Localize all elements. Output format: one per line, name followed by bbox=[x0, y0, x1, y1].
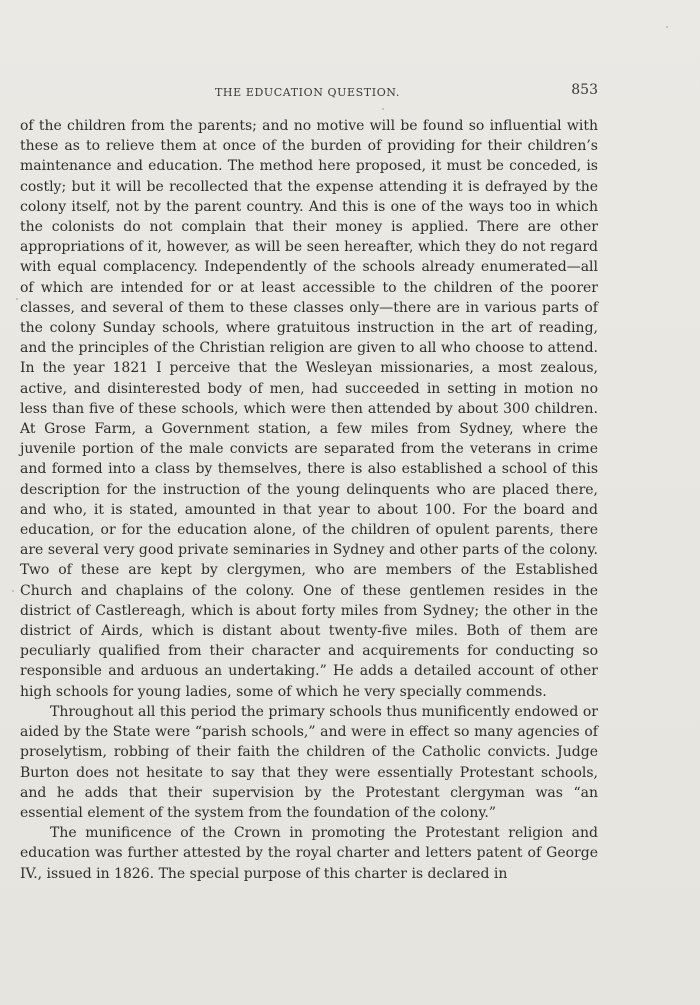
paper-speck bbox=[16, 298, 18, 300]
paragraph-continuation: of the children from the parents; and no motive will be found so influential with these as to relieve them at once of the burden of providing for their children’s maintenance and education. The method here proposed, it must be conceded, is costly; but it will be recollected that the expense attending it is defrayed by the colony itself, not by the parent country. And this is one of the ways too in which the colonists do not complain that their money is applied. There are other appropriations of it, however, as will be seen hereafter, which they do not regard with equal complacency. Independently of the schools already enumerated—all of which are intended for or at least accessible to the children of the poorer classes, and several of them to these classes only—there are in various parts of the colony Sunday schools, where gratuitous instruction in the art of reading, and the principles of the Christian religion are given to all who choose to attend. In the year 1821 I perceive that the Wesleyan missionaries, a most zealous, active, and disinterested body of men, had succeeded in setting in motion no less than five of these schools, which were then attended by about 300 children. At Grose Farm, a Government station, a few miles from Sydney, where the juvenile portion of the male convicts are separated from the veterans in crime and formed into a class by themselves, there is also established a school of this description for the instruction of the young delinquents who are placed there, and who, it is stated, amounted in that year to about 100. For the board and education, or for the education alone, of the children of opulent parents, there are several very good private seminaries in Sydney and other parts of the colony. Two of these are kept by clergymen, who are members of the Established Church and chaplains of the colony. One of these gentlemen resides in the district of Castlereagh, which is about forty miles from Sydney; the other in the district of Airds, which is distant about twenty-five miles. Both of them are peculiarly qualified from their character and acquirements for conducting so responsible and arduous an undertaking.” He adds a detailed account of other high schools for young ladies, some of which he very specially commends. bbox=[20, 118, 598, 700]
body-text bbox=[20, 116, 598, 884]
paragraph-parish-schools: Throughout all this period the primary schools thus munificently endowed or aided by the State were “parish schools,” and were in effect so many agencies of proselytism, robbing of their faith the children of the Catholic convicts. Judge Burton does not hesitate to say that they were essentially Protestant schools, and he adds that their supervision by the Protestant clergyman was “an essential element of the system from the foundation of the colony.” bbox=[20, 703, 598, 821]
paper-speck bbox=[382, 108, 384, 110]
paragraph-royal-charter: The munificence of the Crown in promoting the Protestant religion and education was further attested by the royal charter and letters patent of George IV., issued in 1826. The special purpose of this charter is declared in bbox=[20, 825, 598, 882]
page-number: 853 bbox=[571, 82, 598, 98]
paper-speck bbox=[12, 590, 14, 592]
running-title: THE EDUCATION QUESTION. bbox=[215, 86, 400, 99]
page-header bbox=[0, 80, 700, 104]
paper-speck bbox=[666, 26, 668, 28]
